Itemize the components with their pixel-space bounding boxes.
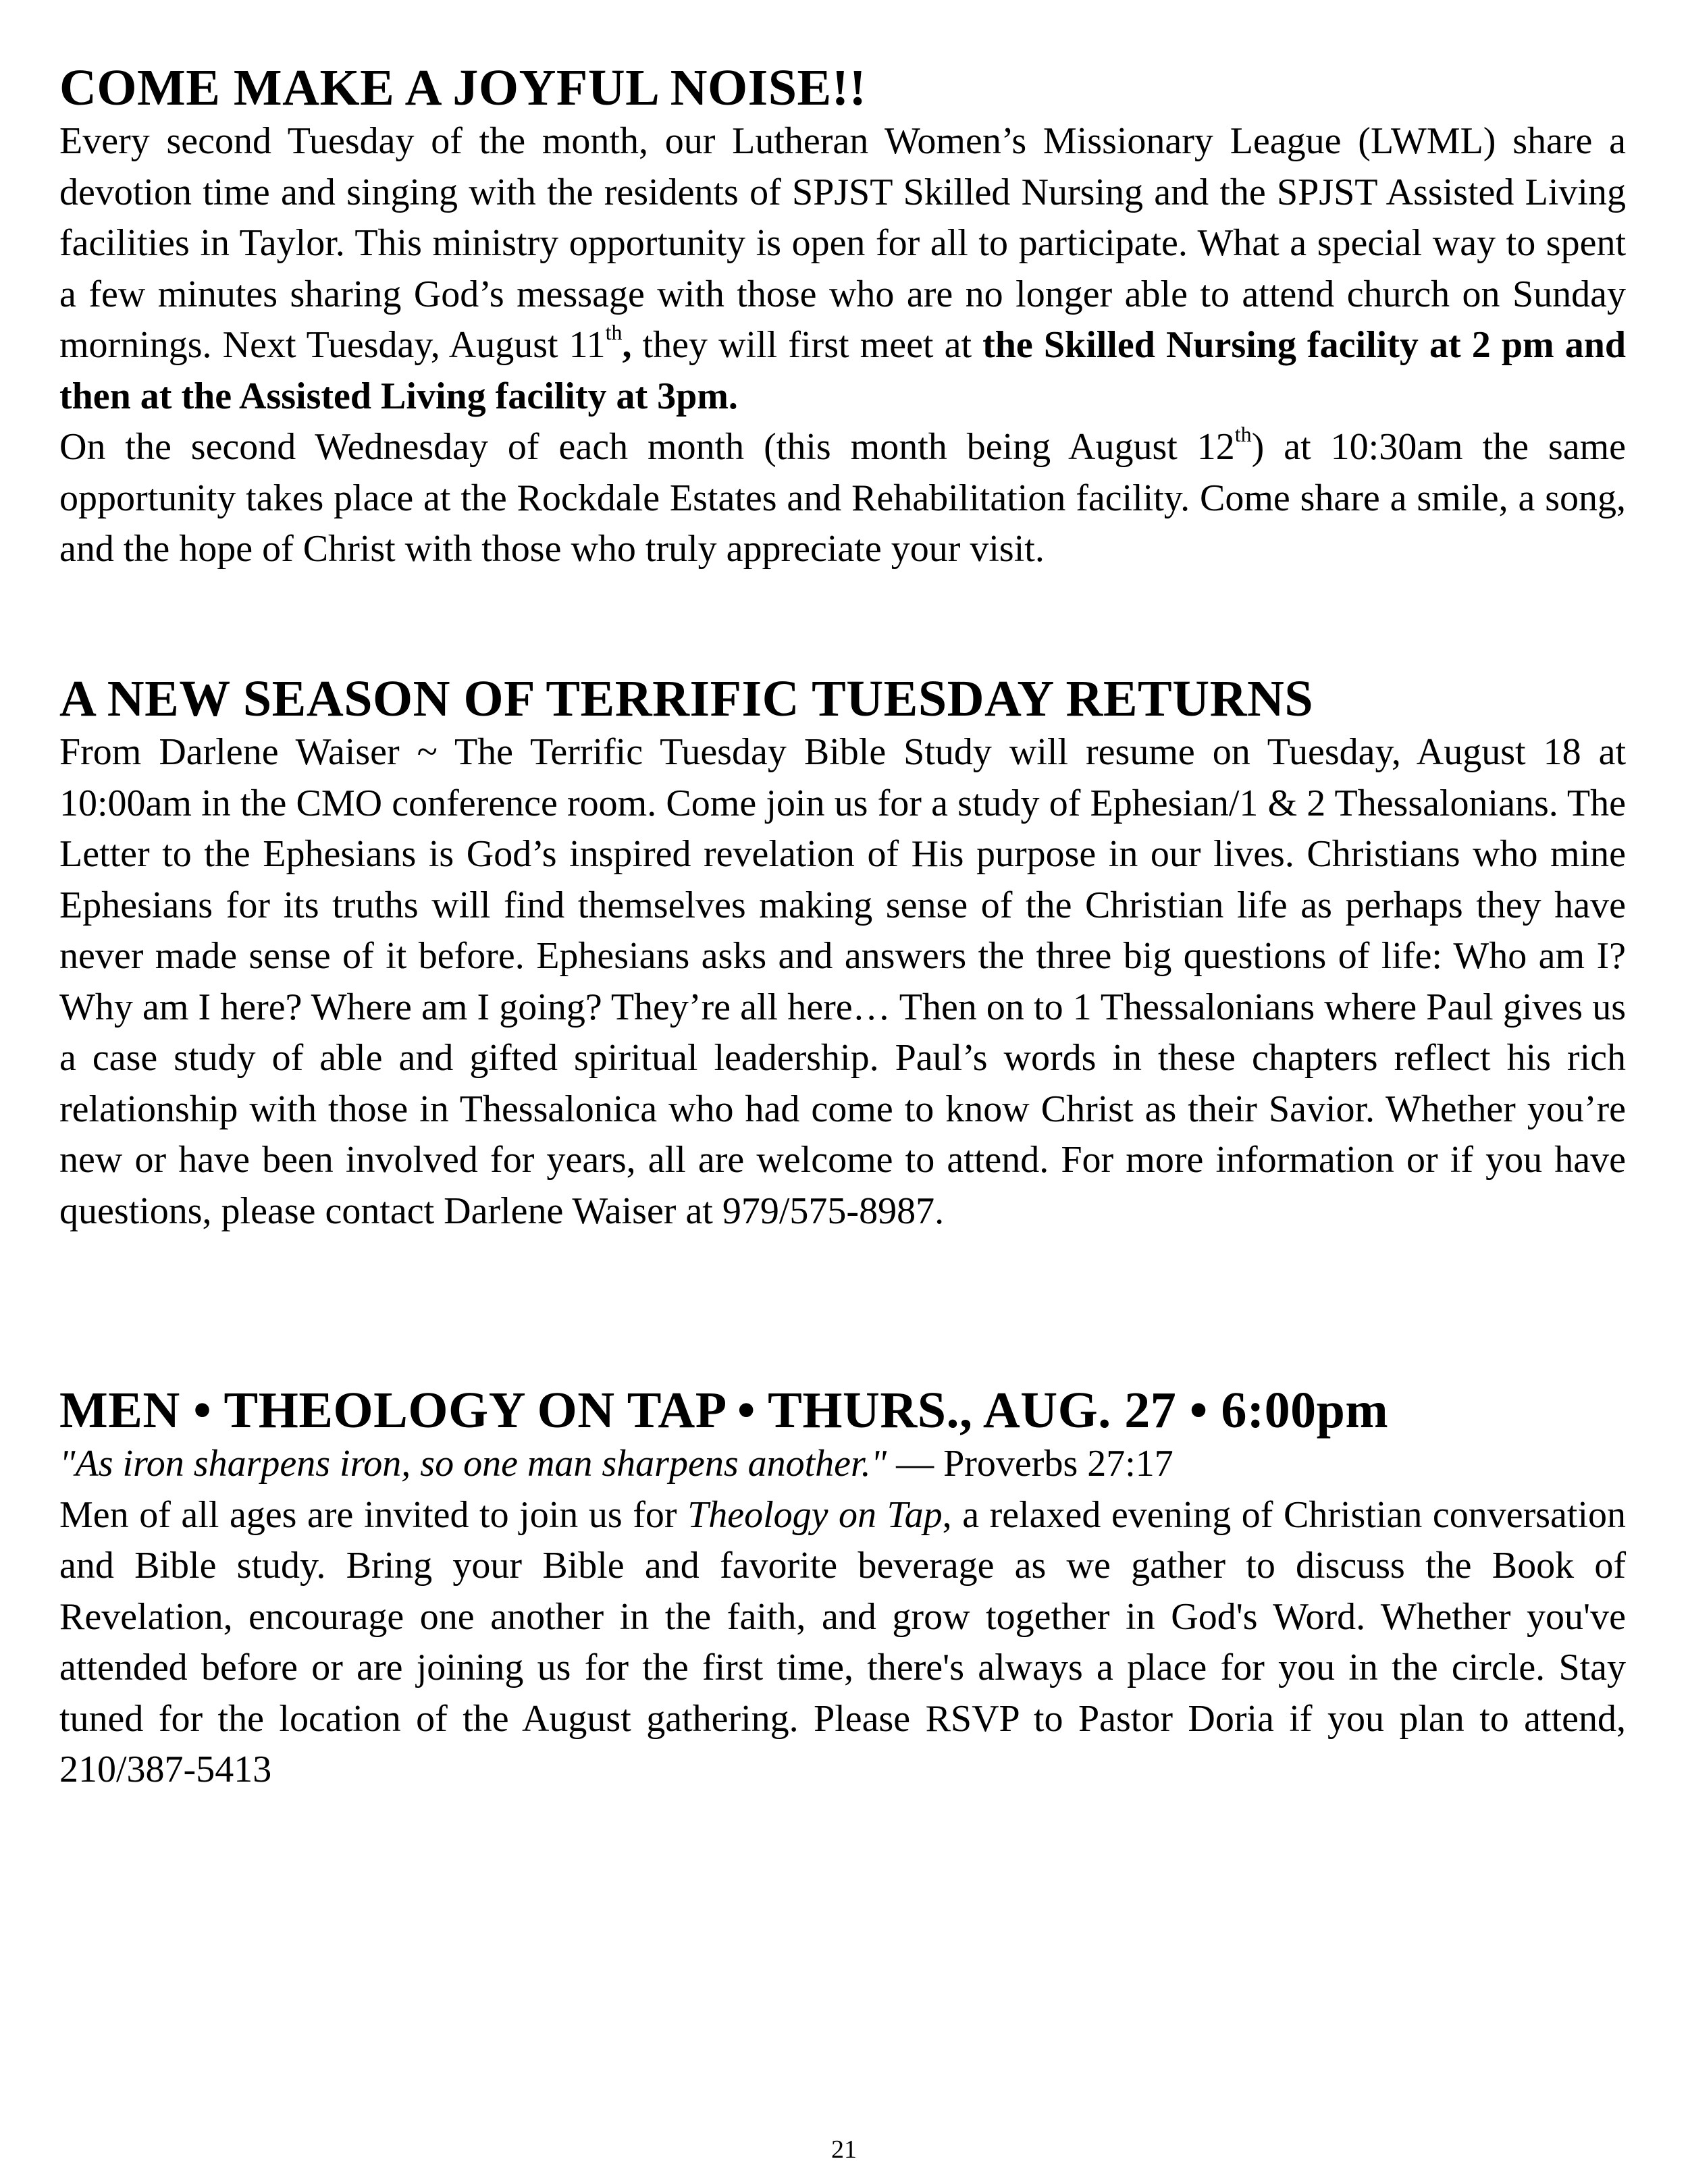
theology-on-tap-body: Men of all ages are invited to join us for Theology on Tap, a relaxed evening of Christian conversation and Bible study. Bring your Bible and favorite beverage as we gather to discuss the Book of Revelation, encourage one another in the faith, and grow together in God's Word. Whether you've attended before or are joining us for the first time, there's always a place for you in the circle. Stay tuned for the location of the August gathering. Please RSVP to Pastor Doria if you plan to attend, 210/387-5413 [59, 1493, 1627, 1790]
terrific-tuesday-heading: A NEW SEASON OF TERRIFIC TUESDAY RETURNS [59, 670, 1314, 727]
terrific-tuesday-section [59, 670, 1626, 1237]
joyful-noise-paragraph-1: Every second Tuesday of the month, our Lutheran Women’s Missionary League (LWML) share a devotion time and singing with the residents of SPJST Skilled Nursing and the SPJST Assisted Living facilities in Taylor. This ministry opportunity is open for all to participate. What a special way to spent a few minutes sharing God’s message with those who are no longer able to attend church on Sunday mornings. Next Tuesday, August 11th, they will first meet at the Skilled Nursing facility at 2 pm and then at the Assisted Living facility at 3pm. [59, 120, 1627, 417]
joyful-noise-heading: COME MAKE A JOYFUL NOISE!! [59, 59, 867, 116]
theology-on-tap-section [59, 1382, 1626, 1796]
terrific-tuesday-body: From Darlene Waiser ~ The Terrific Tuesday Bible Study will resume on Tuesday, August 18 at 10:00am in the CMO conference room. Come join us for a study of Ephesian/1 & 2 Thessalonians. The Letter to the Ephesians is God’s inspired revelation of His purpose in our lives. Christians who mine Ephesians for its truths will find themselves making sense of the Christian life as perhaps they have never made sense of it before. Ephesians asks and answers the three big questions of life: Who am I? Why am I here? Where am I going? They’re all here… Then on to 1 Thessalonians where Paul gives us a case study of able and gifted spiritual leadership. Paul’s words in these chapters reflect his rich relationship with those in Thessalonica who had come to know Christ as their Savior. Whether you’re new or have been involved for years, all are welcome to attend. For more information or if you have questions, please contact Darlene Waiser at 979/575-8987. [59, 731, 1626, 1232]
joyful-noise-section [59, 59, 1626, 575]
page-number: 21 [831, 2135, 857, 2164]
theology-on-tap-heading: MEN • THEOLOGY ON TAP • THURS., AUG. 27 • 6:00pm [59, 1382, 1389, 1439]
joyful-noise-body [59, 116, 1626, 575]
scripture-quote: "As iron sharpens iron, so one man sharpens another." — Proverbs 27:17 [59, 1443, 1173, 1485]
joyful-noise-paragraph-2: On the second Wednesday of each month (this month being August 12th) at 10:30am the same opportunity takes place at the Rockdale Estates and Rehabilitation facility. Come share a smile, a song, and the hope of Christ with those who truly appreciate your visit. [59, 422, 1627, 570]
scripture-reference: — Proverbs 27:17 [887, 1443, 1173, 1485]
meeting-times: the Skilled Nursing facility at 2 pm and then at the Assisted Living facility at 3pm. [59, 324, 1627, 417]
